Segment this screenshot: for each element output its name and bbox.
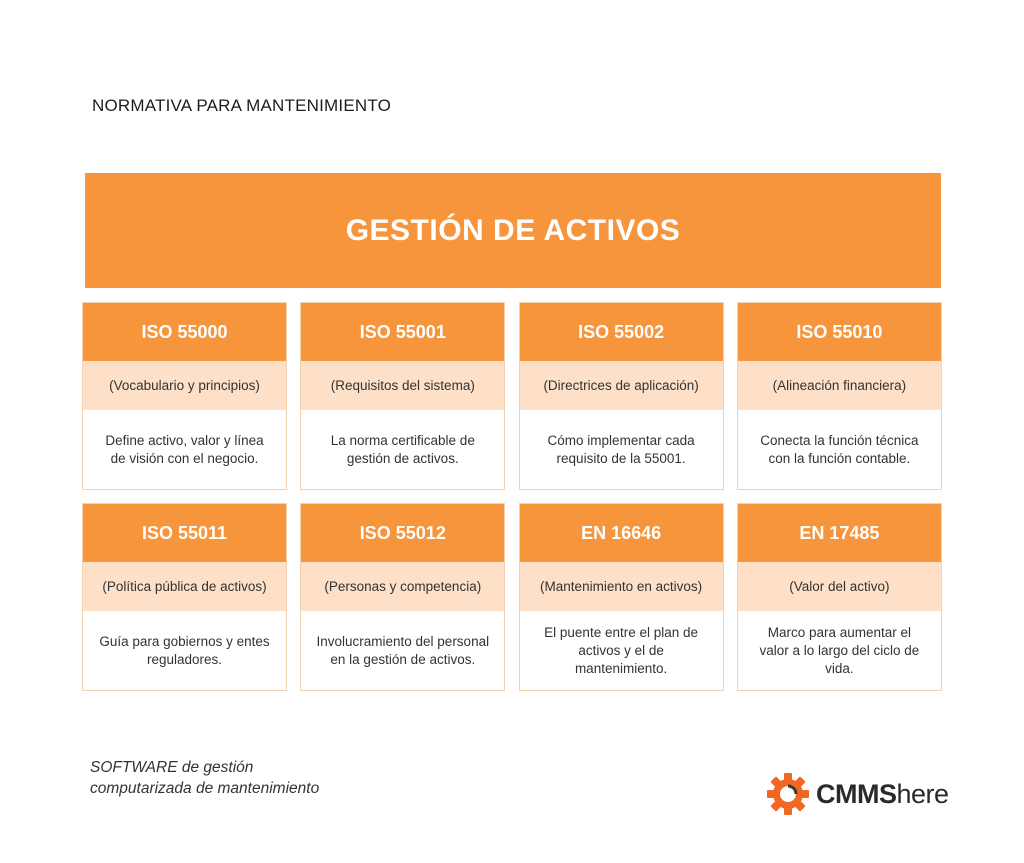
cmms-logo [766, 772, 949, 816]
footer-note-line: SOFTWARE de gestión [90, 759, 254, 776]
card-description: Conecta la función técnica con la función contable. [760, 432, 919, 466]
card-code: ISO 55001 [301, 303, 504, 361]
card-description: Involucramiento del personal en la gestión de activos. [316, 633, 490, 667]
card-code: ISO 55010 [738, 303, 941, 361]
card-code: EN 16646 [520, 504, 723, 562]
banner [85, 173, 941, 288]
card-description: Guía para gobiernos y entes reguladores. [99, 633, 270, 667]
card-subtitle: (Personas y competencia) [301, 562, 504, 611]
card-description: El puente entre el plan de activos y el de mantenimiento. [544, 624, 699, 676]
standard-card [300, 503, 505, 691]
footer-note [90, 757, 319, 799]
card-code: EN 17485 [738, 504, 941, 562]
footer-note-line: computarizada de mantenimiento [90, 780, 320, 797]
card-subtitle: (Política pública de activos) [83, 562, 286, 611]
gear-icon [766, 772, 810, 816]
logo-text-light: here [896, 778, 949, 809]
card-code: ISO 55012 [301, 504, 504, 562]
standard-card [300, 302, 505, 490]
card-subtitle: (Directrices de aplicación) [520, 361, 723, 410]
standards-grid [82, 302, 943, 691]
standard-card [737, 302, 942, 490]
standard-card [519, 503, 724, 691]
standard-card [82, 503, 287, 691]
banner-title: GESTIÓN DE ACTIVOS [345, 213, 681, 247]
logo-text-strong: CMMS [816, 778, 897, 809]
card-code: ISO 55000 [83, 303, 286, 361]
card-code: ISO 55002 [520, 303, 723, 361]
card-subtitle: (Mantenimiento en activos) [520, 562, 723, 611]
card-description: Define activo, valor y línea de visión con el negocio. [105, 432, 264, 466]
card-subtitle: (Requisitos del sistema) [301, 361, 504, 410]
standard-card [82, 302, 287, 490]
logo-text [816, 779, 949, 810]
card-description: Marco para aumentar el valor a lo largo del ciclo de vida. [759, 624, 920, 676]
card-subtitle: (Valor del activo) [738, 562, 941, 611]
card-subtitle: (Vocabulario y principios) [83, 361, 286, 410]
card-description: La norma certificable de gestión de activos. [330, 432, 475, 466]
standard-card [737, 503, 942, 691]
page-title: NORMATIVA PARA MANTENIMIENTO [92, 96, 392, 115]
card-code: ISO 55011 [83, 504, 286, 562]
standard-card [519, 302, 724, 490]
card-subtitle: (Alineación financiera) [738, 361, 941, 410]
card-description: Cómo implementar cada requisito de la 55001. [547, 432, 695, 466]
